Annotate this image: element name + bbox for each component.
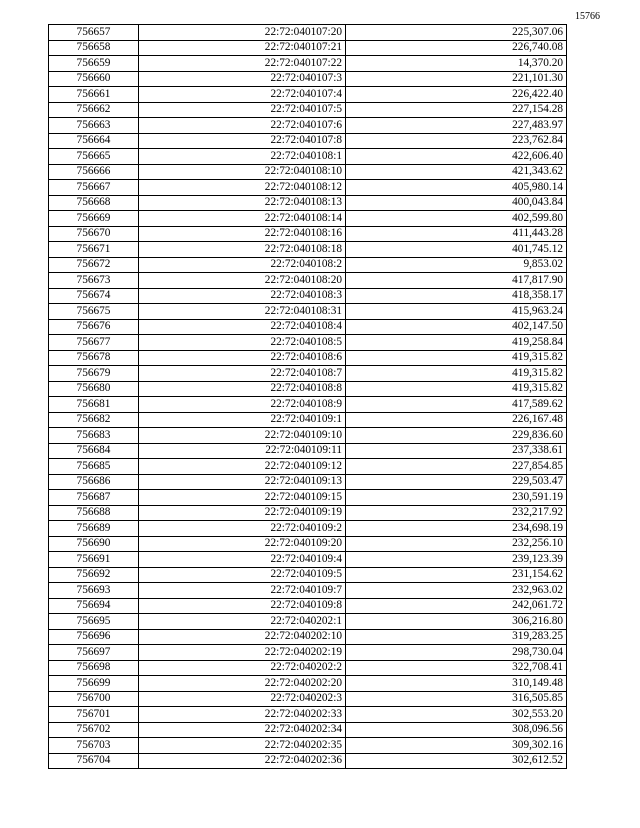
table-row <box>49 428 567 444</box>
table-row <box>49 660 567 676</box>
row-number-cell: 756663 <box>49 118 139 134</box>
cadastral-number-cell: 22:72:040109:2 <box>139 521 346 537</box>
table-row <box>49 412 567 428</box>
table-row <box>49 71 567 87</box>
cadastral-value-cell: 14,370.20 <box>346 56 567 72</box>
row-number-cell: 756660 <box>49 71 139 87</box>
table-row <box>49 707 567 723</box>
row-number-cell: 756683 <box>49 428 139 444</box>
cadastral-value-cell: 421,343.62 <box>346 164 567 180</box>
cadastral-value-cell: 221,101.30 <box>346 71 567 87</box>
cadastral-value-cell: 237,338.61 <box>346 443 567 459</box>
cadastral-number-cell: 22:72:040109:1 <box>139 412 346 428</box>
row-number-cell: 756704 <box>49 753 139 769</box>
cadastral-value-cell: 308,096.56 <box>346 722 567 738</box>
cadastral-value-cell: 226,740.08 <box>346 40 567 56</box>
cadastral-number-cell: 22:72:040202:35 <box>139 738 346 754</box>
cadastral-value-cell: 231,154.62 <box>346 567 567 583</box>
row-number-cell: 756673 <box>49 273 139 289</box>
cadastral-number-cell: 22:72:040109:7 <box>139 583 346 599</box>
cadastral-value-cell: 234,698.19 <box>346 521 567 537</box>
cadastral-value-cell: 419,258.84 <box>346 335 567 351</box>
row-number-cell: 756665 <box>49 149 139 165</box>
row-number-cell: 756676 <box>49 319 139 335</box>
cadastral-number-cell: 22:72:040108:6 <box>139 350 346 366</box>
cadastral-number-cell: 22:72:040202:34 <box>139 722 346 738</box>
table-row <box>49 691 567 707</box>
row-number-cell: 756686 <box>49 474 139 490</box>
cadastral-value-cell: 232,256.10 <box>346 536 567 552</box>
cadastral-value-cell: 227,483.97 <box>346 118 567 134</box>
row-number-cell: 756684 <box>49 443 139 459</box>
row-number-cell: 756692 <box>49 567 139 583</box>
cadastral-value-cell: 400,043.84 <box>346 195 567 211</box>
cadastral-number-cell: 22:72:040108:13 <box>139 195 346 211</box>
cadastral-value-cell: 401,745.12 <box>346 242 567 258</box>
cadastral-value-cell: 419,315.82 <box>346 366 567 382</box>
cadastral-value-cell: 302,612.52 <box>346 753 567 769</box>
row-number-cell: 756678 <box>49 350 139 366</box>
cadastral-value-cell: 223,762.84 <box>346 133 567 149</box>
table-row <box>49 335 567 351</box>
row-number-cell: 756689 <box>49 521 139 537</box>
table-body <box>49 25 567 769</box>
cadastral-number-cell: 22:72:040108:3 <box>139 288 346 304</box>
row-number-cell: 756662 <box>49 102 139 118</box>
row-number-cell: 756698 <box>49 660 139 676</box>
cadastral-value-cell: 402,147.50 <box>346 319 567 335</box>
cadastral-number-cell: 22:72:040108:4 <box>139 319 346 335</box>
row-number-cell: 756685 <box>49 459 139 475</box>
cadastral-number-cell: 22:72:040108:12 <box>139 180 346 196</box>
cadastral-number-cell: 22:72:040108:20 <box>139 273 346 289</box>
table-row <box>49 56 567 72</box>
row-number-cell: 756697 <box>49 645 139 661</box>
row-number-cell: 756700 <box>49 691 139 707</box>
cadastral-number-cell: 22:72:040107:22 <box>139 56 346 72</box>
table-row <box>49 521 567 537</box>
cadastral-value-cell: 226,167.48 <box>346 412 567 428</box>
row-number-cell: 756701 <box>49 707 139 723</box>
row-number-cell: 756661 <box>49 87 139 103</box>
table-row <box>49 753 567 769</box>
cadastral-value-cell: 232,217.92 <box>346 505 567 521</box>
table-row <box>49 505 567 521</box>
row-number-cell: 756664 <box>49 133 139 149</box>
cadastral-value-cell: 422,606.40 <box>346 149 567 165</box>
row-number-cell: 756693 <box>49 583 139 599</box>
table-row <box>49 273 567 289</box>
row-number-cell: 756680 <box>49 381 139 397</box>
row-number-cell: 756691 <box>49 552 139 568</box>
table-row <box>49 366 567 382</box>
table-row <box>49 490 567 506</box>
row-number-cell: 756667 <box>49 180 139 196</box>
cadastral-value-cell: 225,307.06 <box>346 25 567 41</box>
table-row <box>49 133 567 149</box>
cadastral-number-cell: 22:72:040108:2 <box>139 257 346 273</box>
cadastral-number-cell: 22:72:040202:33 <box>139 707 346 723</box>
row-number-cell: 756695 <box>49 614 139 630</box>
cadastral-number-cell: 22:72:040108:5 <box>139 335 346 351</box>
table-row <box>49 164 567 180</box>
cadastral-number-cell: 22:72:040108:31 <box>139 304 346 320</box>
table-row <box>49 536 567 552</box>
cadastral-value-cell: 310,149.48 <box>346 676 567 692</box>
table-row <box>49 738 567 754</box>
cadastral-value-cell: 306,216.80 <box>346 614 567 630</box>
cadastral-number-cell: 22:72:040108:7 <box>139 366 346 382</box>
row-number-cell: 756657 <box>49 25 139 41</box>
row-number-cell: 756679 <box>49 366 139 382</box>
table-row <box>49 676 567 692</box>
cadastral-value-cell: 417,817.90 <box>346 273 567 289</box>
cadastral-value-cell: 302,553.20 <box>346 707 567 723</box>
table-row <box>49 304 567 320</box>
cadastral-number-cell: 22:72:040109:12 <box>139 459 346 475</box>
row-number-cell: 756659 <box>49 56 139 72</box>
cadastral-value-cell: 226,422.40 <box>346 87 567 103</box>
cadastral-value-cell: 415,963.24 <box>346 304 567 320</box>
cadastral-number-cell: 22:72:040107:5 <box>139 102 346 118</box>
cadastral-value-cell: 230,591.19 <box>346 490 567 506</box>
cadastral-value-cell: 242,061.72 <box>346 598 567 614</box>
row-number-cell: 756699 <box>49 676 139 692</box>
table-row <box>49 25 567 41</box>
cadastral-number-cell: 22:72:040202:10 <box>139 629 346 645</box>
cadastral-value-cell: 418,358.17 <box>346 288 567 304</box>
cadastral-value-cell: 319,283.25 <box>346 629 567 645</box>
cadastral-value-cell: 232,963.02 <box>346 583 567 599</box>
table-row <box>49 40 567 56</box>
cadastral-number-cell: 22:72:040107:20 <box>139 25 346 41</box>
cadastral-number-cell: 22:72:040109:10 <box>139 428 346 444</box>
table-row <box>49 614 567 630</box>
table-row <box>49 257 567 273</box>
table-row <box>49 226 567 242</box>
cadastral-number-cell: 22:72:040109:4 <box>139 552 346 568</box>
cadastral-number-cell: 22:72:040108:10 <box>139 164 346 180</box>
cadastral-number-cell: 22:72:040202:20 <box>139 676 346 692</box>
cadastral-value-cell: 316,505.85 <box>346 691 567 707</box>
cadastral-number-cell: 22:72:040108:1 <box>139 149 346 165</box>
cadastral-value-cell: 227,854.85 <box>346 459 567 475</box>
row-number-cell: 756681 <box>49 397 139 413</box>
cadastral-value-cell: 411,443.28 <box>346 226 567 242</box>
table-row <box>49 350 567 366</box>
page-number: 15766 <box>575 11 600 22</box>
row-number-cell: 756671 <box>49 242 139 258</box>
cadastral-value-cell: 322,708.41 <box>346 660 567 676</box>
table-row <box>49 598 567 614</box>
cadastral-value-cell: 309,302.16 <box>346 738 567 754</box>
cadastral-number-cell: 22:72:040108:16 <box>139 226 346 242</box>
row-number-cell: 756666 <box>49 164 139 180</box>
cadastral-value-cell: 229,836.60 <box>346 428 567 444</box>
row-number-cell: 756690 <box>49 536 139 552</box>
cadastral-number-cell: 22:72:040109:5 <box>139 567 346 583</box>
table-row <box>49 443 567 459</box>
table-row <box>49 149 567 165</box>
table-row <box>49 397 567 413</box>
table-row <box>49 381 567 397</box>
row-number-cell: 756702 <box>49 722 139 738</box>
cadastral-value-cell: 229,503.47 <box>346 474 567 490</box>
cadastral-number-cell: 22:72:040108:9 <box>139 397 346 413</box>
cadastral-value-cell: 9,853.02 <box>346 257 567 273</box>
row-number-cell: 756694 <box>49 598 139 614</box>
table-row <box>49 118 567 134</box>
cadastral-number-cell: 22:72:040107:6 <box>139 118 346 134</box>
table-row <box>49 211 567 227</box>
cadastral-number-cell: 22:72:040109:19 <box>139 505 346 521</box>
cadastral-number-cell: 22:72:040107:3 <box>139 71 346 87</box>
cadastral-number-cell: 22:72:040109:20 <box>139 536 346 552</box>
cadastral-number-cell: 22:72:040107:8 <box>139 133 346 149</box>
cadastral-value-cell: 419,315.82 <box>346 350 567 366</box>
row-number-cell: 756669 <box>49 211 139 227</box>
row-number-cell: 756672 <box>49 257 139 273</box>
cadastral-number-cell: 22:72:040202:36 <box>139 753 346 769</box>
row-number-cell: 756696 <box>49 629 139 645</box>
table-row <box>49 319 567 335</box>
row-number-cell: 756682 <box>49 412 139 428</box>
table-row <box>49 180 567 196</box>
cadastral-number-cell: 22:72:040108:8 <box>139 381 346 397</box>
table-row <box>49 195 567 211</box>
cadastral-number-cell: 22:72:040108:14 <box>139 211 346 227</box>
row-number-cell: 756677 <box>49 335 139 351</box>
table-row <box>49 242 567 258</box>
row-number-cell: 756703 <box>49 738 139 754</box>
cadastral-value-cell: 298,730.04 <box>346 645 567 661</box>
table-row <box>49 102 567 118</box>
table-row <box>49 583 567 599</box>
cadastral-number-cell: 22:72:040109:15 <box>139 490 346 506</box>
table-row <box>49 474 567 490</box>
row-number-cell: 756670 <box>49 226 139 242</box>
table-row <box>49 552 567 568</box>
cadastral-value-cell: 405,980.14 <box>346 180 567 196</box>
cadastral-value-cell: 417,589.62 <box>346 397 567 413</box>
table-row <box>49 629 567 645</box>
table-row <box>49 722 567 738</box>
cadastral-number-cell: 22:72:040109:11 <box>139 443 346 459</box>
table-row <box>49 87 567 103</box>
cadastral-number-cell: 22:72:040107:4 <box>139 87 346 103</box>
cadastral-value-cell: 239,123.39 <box>346 552 567 568</box>
row-number-cell: 756668 <box>49 195 139 211</box>
table-row <box>49 288 567 304</box>
row-number-cell: 756688 <box>49 505 139 521</box>
cadastral-number-cell: 22:72:040108:18 <box>139 242 346 258</box>
cadastral-value-cell: 419,315.82 <box>346 381 567 397</box>
row-number-cell: 756674 <box>49 288 139 304</box>
cadastral-number-cell: 22:72:040202:3 <box>139 691 346 707</box>
cadastral-number-cell: 22:72:040202:1 <box>139 614 346 630</box>
cadastral-value-cell: 227,154.28 <box>346 102 567 118</box>
table-row <box>49 459 567 475</box>
table-row <box>49 567 567 583</box>
cadastral-value-table <box>48 24 567 769</box>
cadastral-number-cell: 22:72:040109:8 <box>139 598 346 614</box>
row-number-cell: 756675 <box>49 304 139 320</box>
cadastral-number-cell: 22:72:040109:13 <box>139 474 346 490</box>
cadastral-number-cell: 22:72:040107:21 <box>139 40 346 56</box>
table-row <box>49 645 567 661</box>
row-number-cell: 756687 <box>49 490 139 506</box>
row-number-cell: 756658 <box>49 40 139 56</box>
cadastral-number-cell: 22:72:040202:2 <box>139 660 346 676</box>
cadastral-number-cell: 22:72:040202:19 <box>139 645 346 661</box>
cadastral-value-cell: 402,599.80 <box>346 211 567 227</box>
